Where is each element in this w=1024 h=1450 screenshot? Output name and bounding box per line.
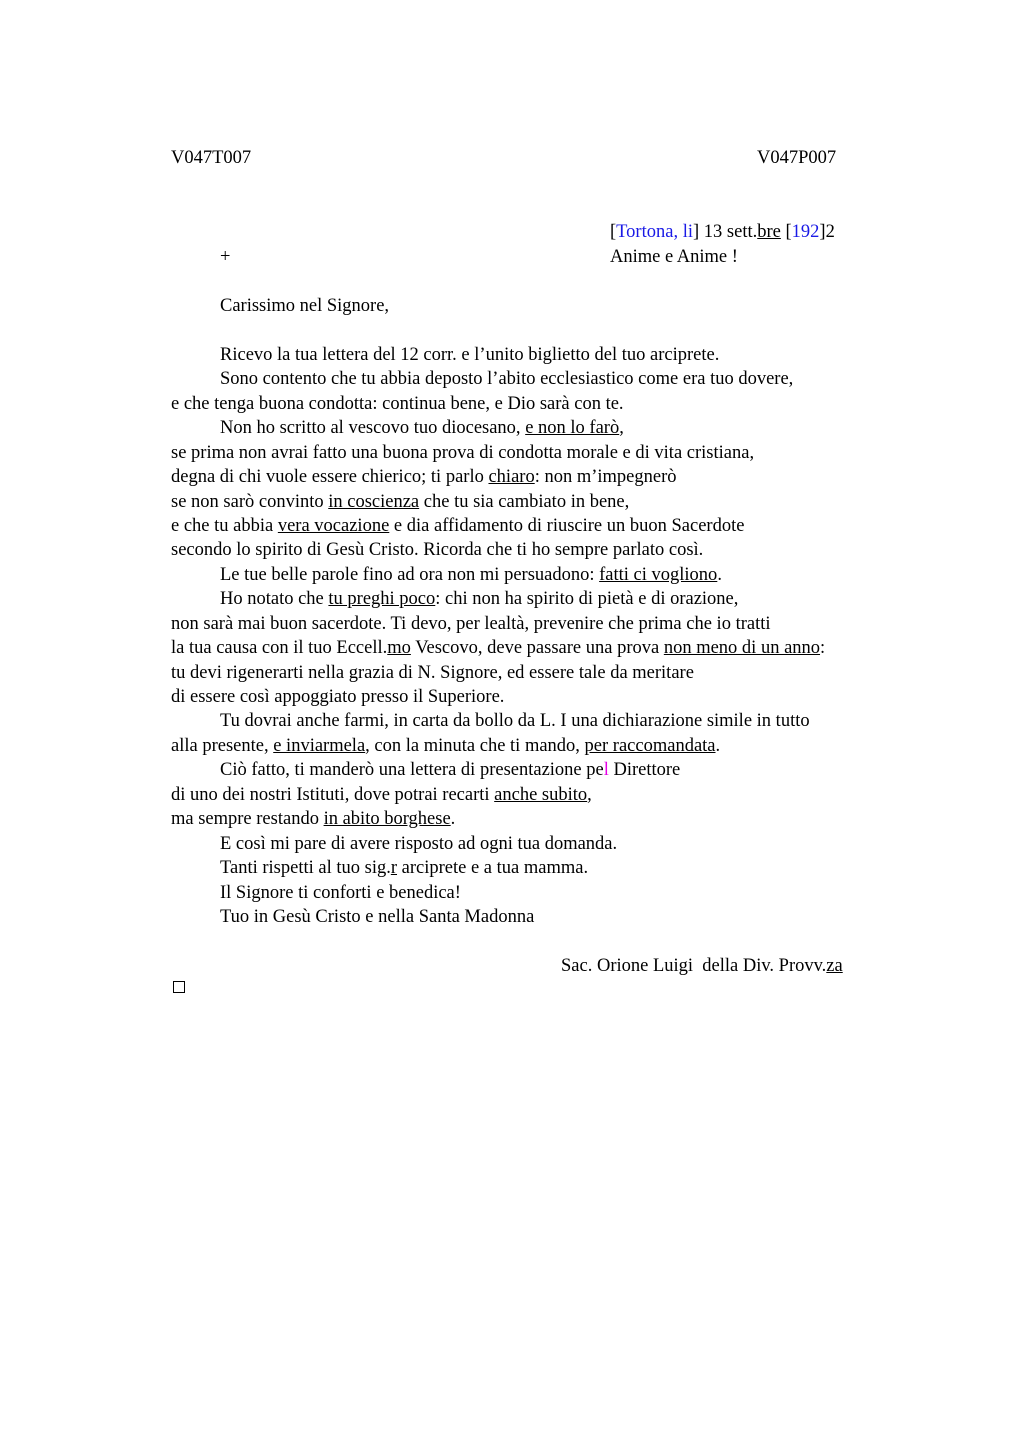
closing-line: Tuo in Gesù Cristo e nella Santa Madonna [220, 907, 535, 927]
dateline-bracket-close: ] [692, 222, 700, 242]
dateline-place: Tortona, li [616, 222, 693, 242]
letter-line: Non ho scritto al vescovo tuo diocesano, e non lo farò, [220, 418, 624, 438]
letter-line: Sono contento che tu abbia deposto l’abito ecclesiastico come era tuo dovere, [220, 369, 794, 389]
dateline-bracket-open: [ [610, 222, 617, 242]
dateline-year-close: ]2 [819, 222, 835, 242]
letter-line: tu devi rigenerarti nella grazia di N. Signore, ed essere tale da meritare [171, 663, 694, 683]
salutation: Carissimo nel Signore, [220, 296, 390, 316]
letter-line: degna di chi vuole essere chierico; ti parlo chiaro: non m’impegnerò [171, 467, 677, 487]
dateline [610, 220, 835, 245]
letter-line: di uno dei nostri Istituti, dove potrai recarti anche subito, [171, 785, 592, 805]
letter-line: Ricevo la tua lettera del 12 corr. e l’unito biglietto del tuo arciprete. [220, 345, 720, 365]
letter-line: alla presente, e inviarmela, con la minuta che ti mando, per raccomandata. [171, 736, 721, 756]
letter-line: e che tu abbia vera vocazione e dia affidamento di riuscire un buon Sacerdote [171, 516, 745, 536]
letter-line: Ciò fatto, ti manderò una lettera di presentazione pel Direttore [220, 760, 681, 780]
letter-line: se prima non avrai fatto una buona prova di condotta morale e di vita cristiana, [171, 443, 755, 463]
letter-line: e che tenga buona condotta: continua bene, e Dio sarà con te. [171, 394, 624, 414]
letter-line: di essere così appoggiato presso il Superiore. [171, 687, 505, 707]
letter-line: la tua causa con il tuo Eccell.mo Vescovo, deve passare una prova non meno di un anno: [171, 638, 826, 658]
letter-line: Tanti rispetti al tuo sig.r arciprete e a tua mamma. [220, 858, 589, 878]
signature: Sac. Orione Luigi della Div. Provv.za [561, 956, 843, 976]
letter-line: Tu dovrai anche farmi, in carta da bollo da L. I una dichiarazione simile in tutto [220, 711, 810, 731]
letter-line: Il Signore ti conforti e benedica! [220, 883, 461, 903]
dateline-year-editorial: 192 [791, 222, 820, 242]
letter-line: se non sarò convinto in coscienza che tu sia cambiato in bene, [171, 492, 630, 512]
letter-line: ma sempre restando in abito borghese. [171, 809, 456, 829]
document-code-left: V047T007 [171, 148, 252, 168]
letter-line: Ho notato che tu preghi poco: chi non ha spirito di pietà e di orazione, [220, 589, 739, 609]
correction-mark: l [603, 760, 609, 780]
dateline-day-month: 13 sett. [699, 222, 758, 242]
dateline-year-open: [ [780, 222, 792, 242]
dateline-month-suffix: bre [757, 222, 781, 242]
motto: Anime e Anime ! [610, 247, 738, 267]
document-code-right: V047P007 [757, 148, 837, 168]
letter-line: E così mi pare di avere risposto ad ogni tua domanda. [220, 834, 618, 854]
letter-line: Le tue belle parole fino ad ora non mi persuadono: fatti ci vogliono. [220, 565, 722, 585]
letter-line: non sarà mai buon sacerdote. Ti devo, per lealtà, prevenire che prima che io tratti [171, 614, 771, 634]
letter-line: secondo lo spirito di Gesù Cristo. Ricorda che ti ho sempre parlato così. [171, 540, 704, 560]
square-marker-icon [173, 981, 185, 993]
cross-symbol: + [220, 247, 231, 267]
